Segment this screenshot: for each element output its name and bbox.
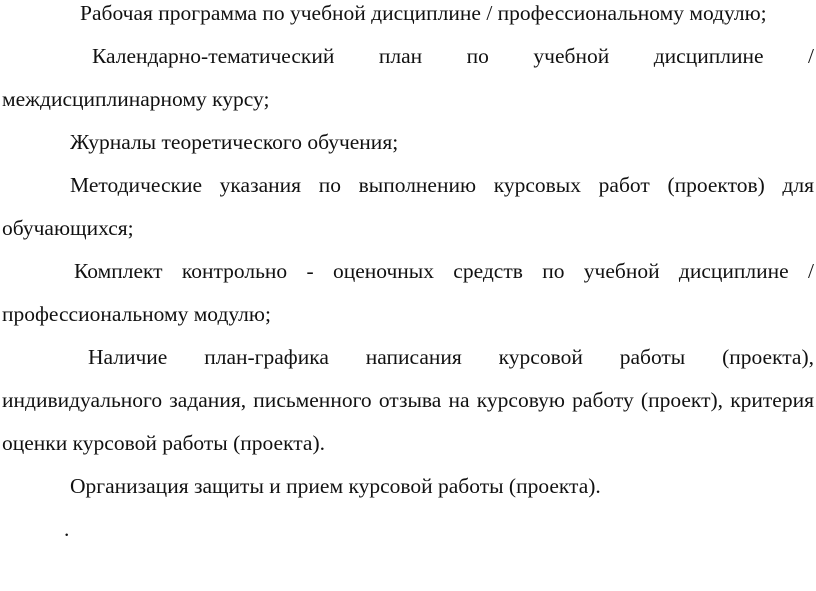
paragraph-calendar-plan: Календарно-тематический план по учебной дисциплине / междисциплинарному курсу;	[2, 44, 814, 111]
paragraph-work-program: Рабочая программа по учебной дисциплине / профессиональному модулю;	[80, 1, 767, 25]
paragraph-methodical-guidelines: Методические указания по выполнению курсовых работ (проектов) для обучающихся;	[2, 173, 814, 240]
paragraph-schedule: Наличие план-графика написания курсовой работы (проекта), индивидуального задания, письменного отзыва на курсовую работу (проект), критерия оценки курсовой работы (проекта).	[2, 345, 814, 455]
paragraph-defense-organization: Организация защиты и прием курсовой работы (проекта).	[70, 474, 601, 498]
paragraph-journals: Журналы теоретического обучения;	[70, 130, 399, 154]
paragraph-assessment-kit: Комплект контрольно - оценочных средств по учебной дисциплине / профессиональному модулю;	[2, 259, 814, 326]
document-body	[2, 0, 814, 551]
paragraph-trailing-dot: .	[64, 517, 70, 541]
